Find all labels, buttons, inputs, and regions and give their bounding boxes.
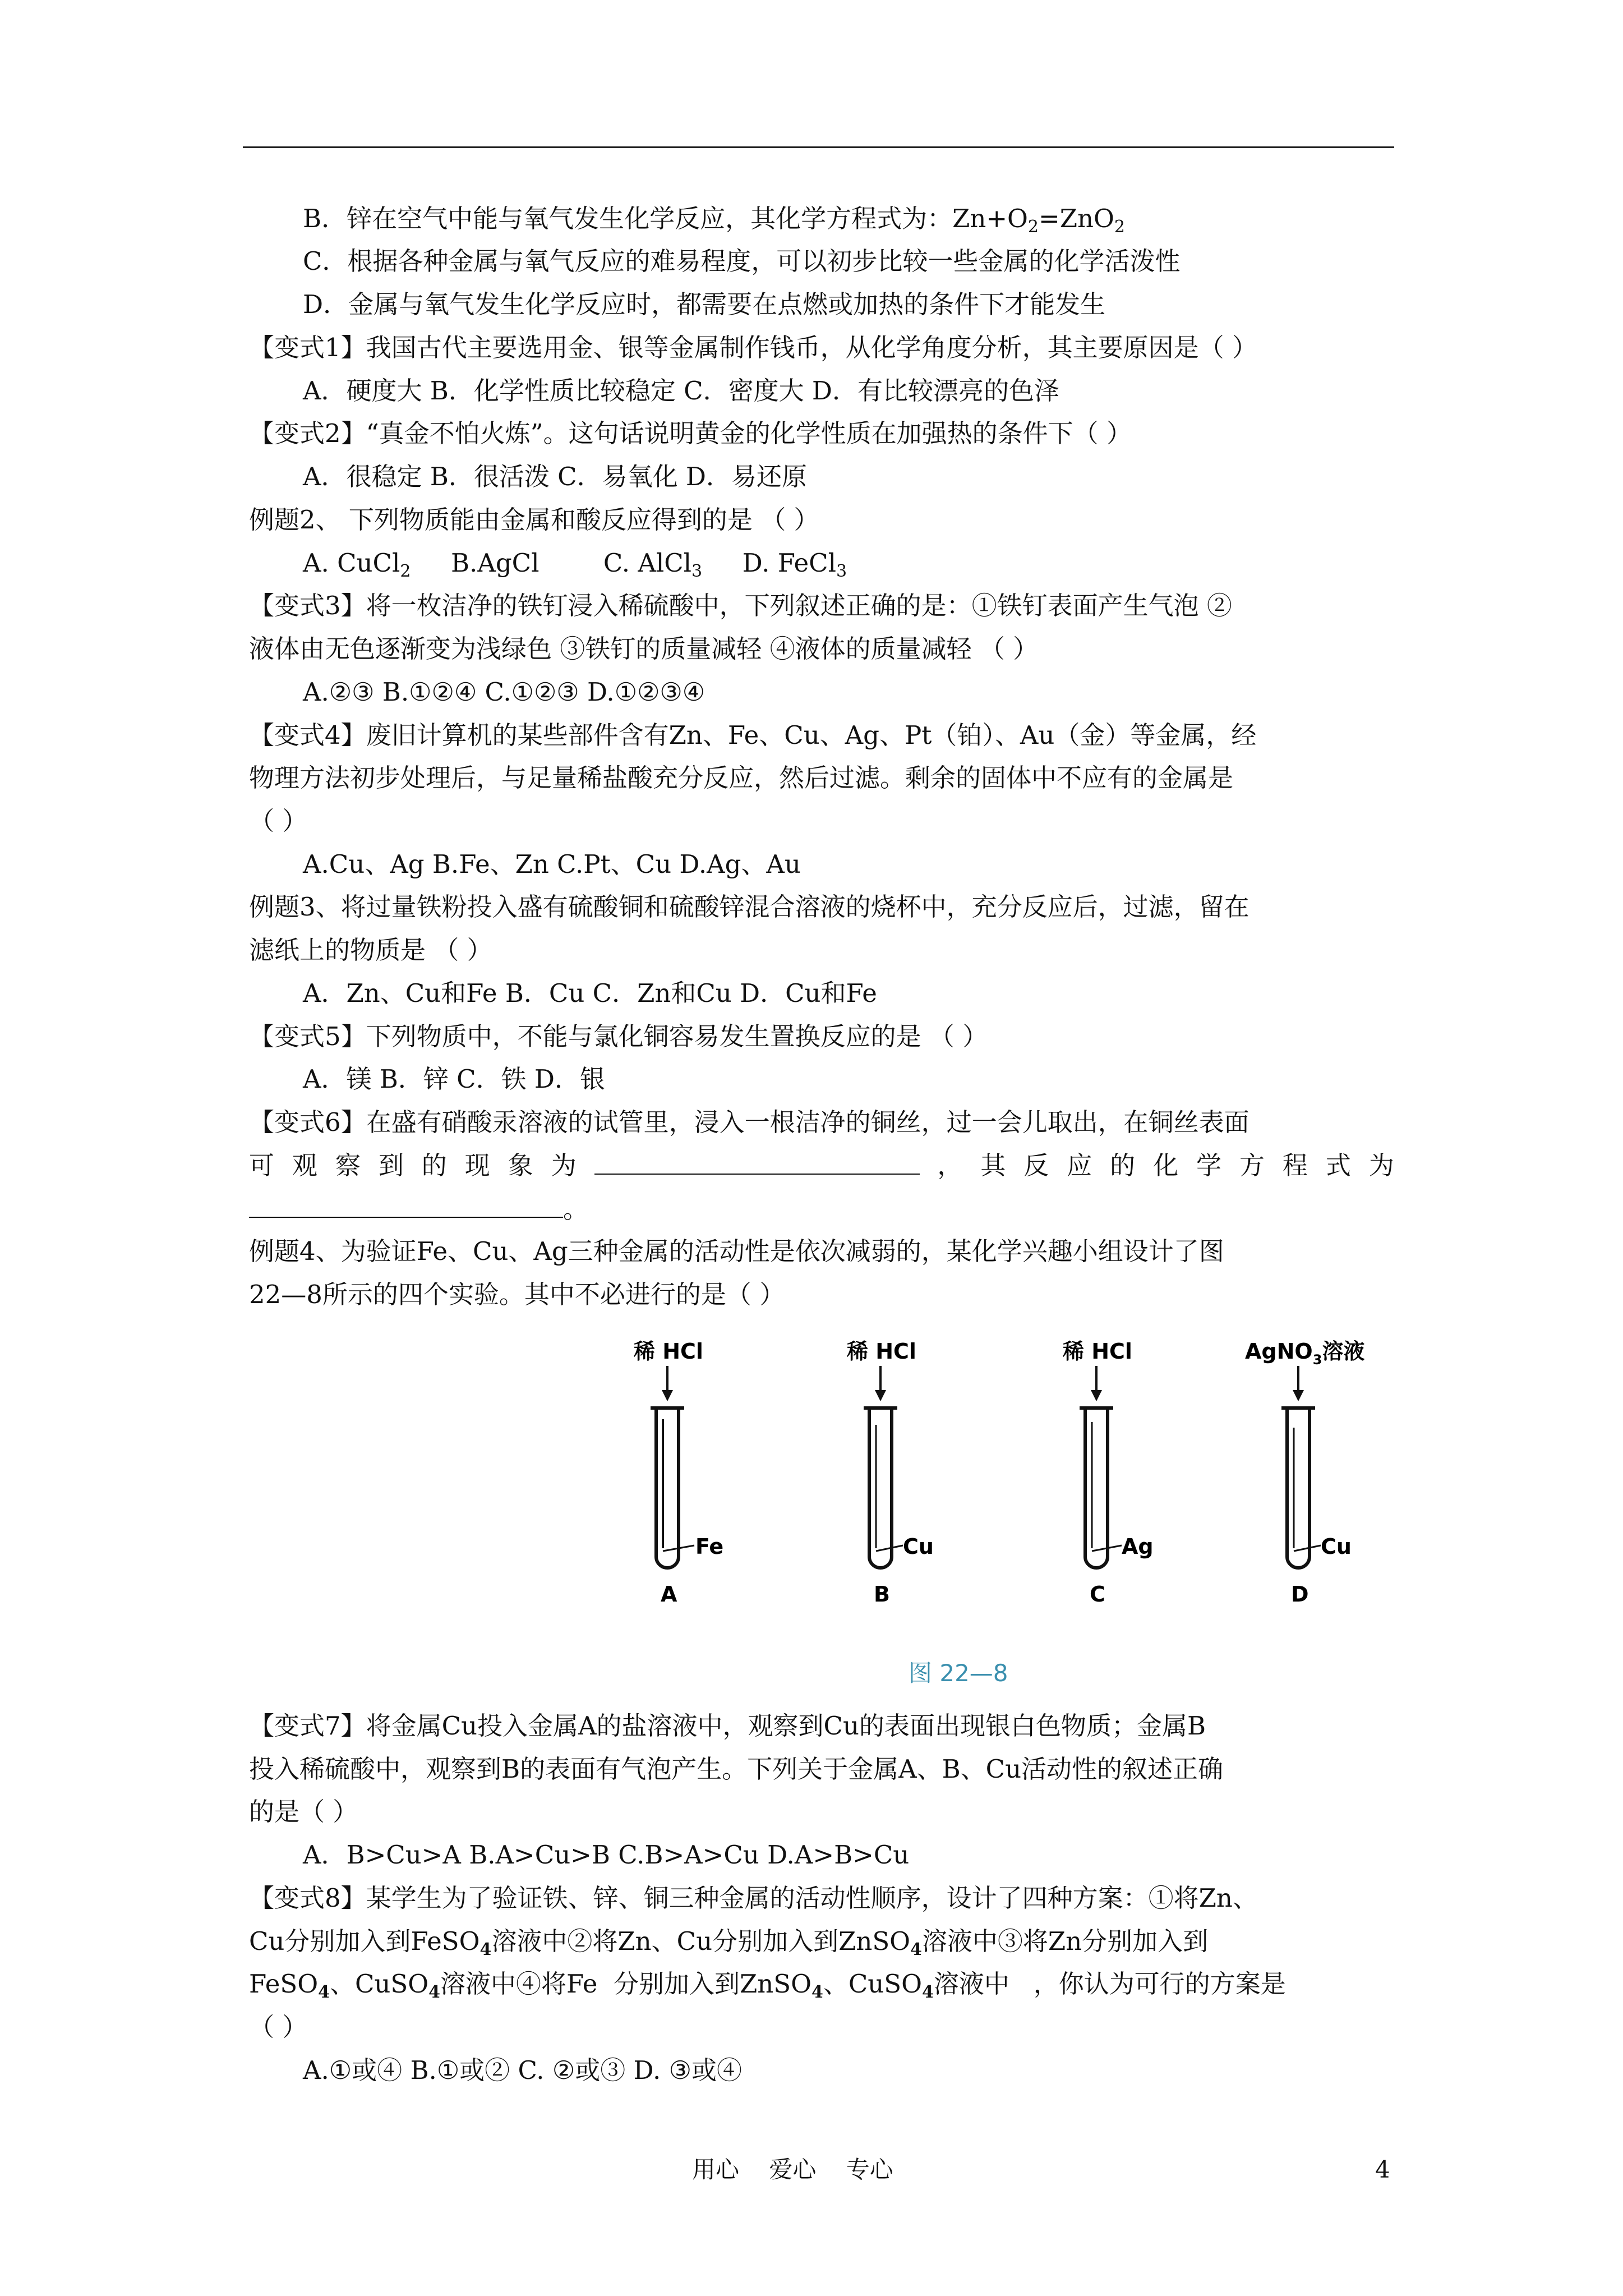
variant-2-question: 【变式2】“真金不怕火炼”。这句话说明黄金的化学性质在加强热的条件下（ ） [249,418,1132,448]
tube-letter-d: D [1291,1582,1309,1607]
example-3-question-line2: 滤纸上的物质是 （ ） [249,935,492,965]
variant-8-question-line4: （ ） [249,2012,308,2042]
example-3-options: A．Zn、Cu和Fe B．Cu C．Zn和Cu D．Cu和Fe [303,978,877,1008]
variant-5-question: 【变式5】下列物质中，不能与氯化铜容易发生置换反应的是 （ ） [249,1022,988,1051]
tube-letter-b: B [874,1582,890,1607]
variant-7-question-line2: 投入稀硫酸中，观察到B的表面有气泡产生。下列关于金属A、B、Cu活动性的叙述正确 [249,1754,1224,1784]
example-3-question-line1: 例题3、将过量铁粉投入盛有硫酸铜和硫酸锌混合溶液的烧杯中，充分反应后，过滤，留在 [249,892,1249,922]
variant-4-options: A.Cu、Ag B.Fe、Zn C.Pt、Cu D.Ag、Au [303,849,801,879]
test-tube-b [846,1339,934,1607]
metal-label-c: Ag [1122,1534,1154,1559]
example-4-question-line1: 例题4、为验证Fe、Cu、Ag三种金属的活动性是依次减弱的，某化学兴趣小组设计了图 [249,1236,1224,1266]
tube-letter-c: C [1090,1582,1105,1607]
reagent-label-a: 稀 HCl [634,1339,703,1364]
option-d-line: D．金属与氧气发生化学反应时，都需要在点燃或加热的条件下才能发生 [303,289,1106,319]
variant-4-question-line3: （ ） [249,806,308,836]
page-number: 4 [1375,2156,1390,2183]
variant-6-question-line1: 【变式6】在盛有硝酸汞溶液的试管里，浸入一根洁净的铜丝，过一会儿取出，在铜丝表面 [249,1107,1249,1137]
variant-5-options: A．镁 B．锌 C．铁 D．银 [303,1064,605,1094]
option-c-line: C．根据各种金属与氧气反应的难易程度，可以初步比较一些金属的化学活泼性 [303,246,1181,276]
variant-6-question-line2: 可 观 察 到 的 现 象 为 ， 其 反 应 的 化 学 方 程 式 为 [249,1149,1394,1182]
variant-4-question-line1: 【变式4】废旧计算机的某些部件含有Zn、Fe、Cu、Ag、Pt（铂）、Au（金）等金属，经 [249,720,1257,750]
example-2-question: 例题2、 下列物质能由金属和酸反应得到的是 （ ） [249,505,819,535]
figure-caption: 图 22—8 [909,1659,1008,1687]
metal-label-a: Fe [695,1534,724,1559]
test-tube-figure [583,1329,1413,1644]
test-tube-a [633,1339,723,1607]
answer-blank-equation[interactable] [249,1192,563,1218]
tube-letter-a: A [661,1582,677,1607]
answer-blank-phenomenon[interactable] [594,1149,920,1175]
reagent-label-d: AgNO$_3$溶液 [1245,1339,1365,1368]
reagent-label-c: 稀 HCl [1063,1339,1132,1364]
variant-7-question-line3: 的是（ ） [249,1797,358,1826]
option-b-line: B．锌在空气中能与氧气发生化学反应，其化学方程式为：$Zn+O_2=ZnO_2$ [303,204,1125,237]
variant-1-options: A．硬度大 B．化学性质比较稳定 C．密度大 D．有比较漂亮的色泽 [303,376,1059,406]
variant-4-question-line2: 物理方法初步处理后，与足量稀盐酸充分反应，然后过滤。剩余的固体中不应有的金属是 [249,763,1234,793]
example-2-options: A. CuCl$_2$ B.AgCl C. AlCl$_3$ D. FeCl$_3$ [303,548,847,581]
footer-motto: 用心 爱心 专心 [692,2156,893,2183]
header-rule [243,146,1394,148]
metal-label-d: Cu [1321,1534,1352,1559]
variant-7-options: A．B>Cu>A B.A>Cu>B C.B>A>Cu D.A>B>Cu [303,1840,910,1870]
example-4-question-line2: 22—8所示的四个实验。其中不必进行的是（ ） [249,1280,785,1309]
variant-3-question-line1: 【变式3】将一枚洁净的铁钉浸入稀硫酸中，下列叙述正确的是：①铁钉表面产生气泡 ② [249,591,1232,620]
variant-3-options: A.②③ B.①②④ C.①②③ D.①②③④ [303,677,706,707]
variant-1-question: 【变式1】我国古代主要选用金、银等金属制作钱币，从化学角度分析，其主要原因是（ ） [249,333,1257,362]
variant-8-question-line3: FeSO$_4$、CuSO$_4$溶液中④将Fe 分别加入到ZnSO$_4$、CuSO$_4$溶液中 ，你认为可行的方案是 [249,1969,1286,2002]
reagent-label-b: 稀 HCl [847,1339,916,1364]
variant-8-options: A.①或④ B.①或② C. ②或③ D. ③或④ [303,2055,742,2085]
test-tube-c [1062,1339,1154,1607]
test-tube-d [1245,1339,1364,1607]
variant-3-question-line2: 液体由无色逐渐变为浅绿色 ③铁钉的质量减轻 ④液体的质量减轻 （ ） [249,634,1039,664]
variant-7-question-line1: 【变式7】将金属Cu投入金属A的盐溶液中，观察到Cu的表面出现银白色物质；金属B [249,1711,1206,1741]
variant-8-question-line2: Cu分别加入到FeSO$_4$溶液中②将Zn、Cu分别加入到ZnSO$_4$溶液中③将Zn分别加入到 [249,1926,1209,1959]
metal-label-b: Cu [903,1534,934,1559]
variant-2-options: A．很稳定 B．很活泼 C．易氧化 D．易还原 [303,462,807,491]
variant-8-question-line1: 【变式8】某学生为了验证铁、锌、铜三种金属的活动性顺序，设计了四种方案：①将Zn、 [249,1883,1258,1913]
variant-6-question-line3: 。 [249,1192,588,1226]
